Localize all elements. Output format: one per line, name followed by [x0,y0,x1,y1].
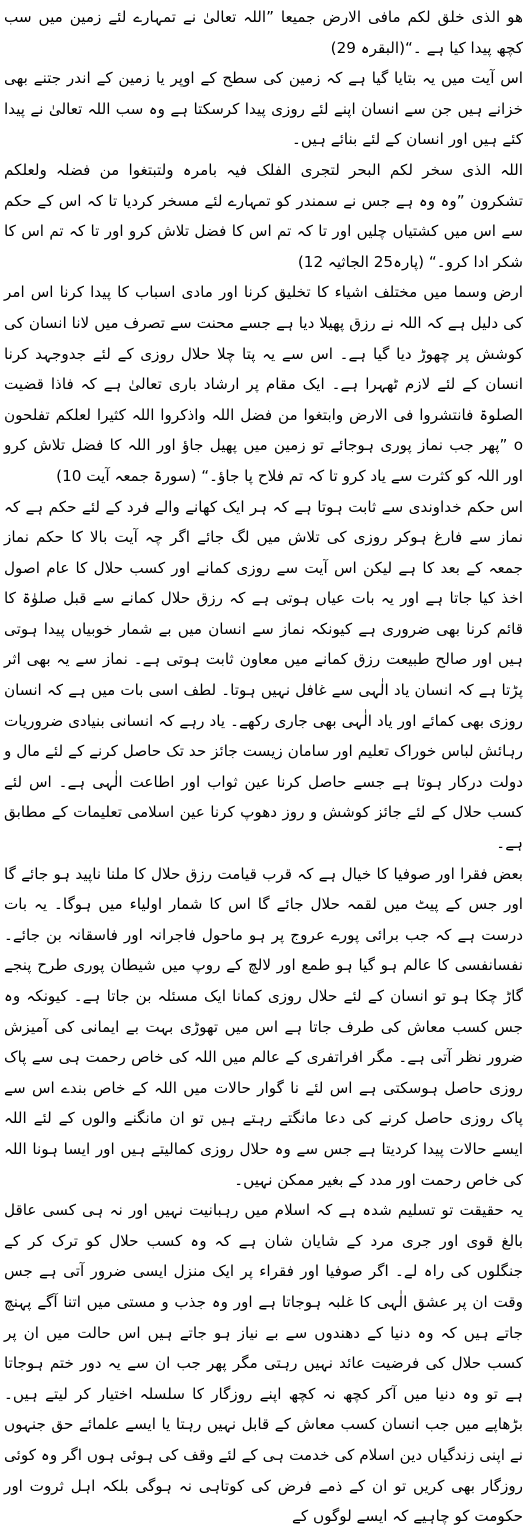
paragraph-no-monasticism: یہ حقیقت تو تسلیم شدہ ہے کہ اسلام میں رہبانیت نہیں اور نہ ہی کسی عاقل بالغ قوی اور جری مرد کے شایان شان ہے کہ وہ کسب حلال کو ترک کر کے جنگلوں کی راہ لے۔ اگر صوفیا اور فقراء پر ایک منزل ایسی ضرور آتی ہے جس وقت ان پر عشق الٰہی کا غلبہ ہوجاتا ہے اور وہ جذب و مستی میں اتنا آگے پہنچ جاتے ہیں کہ وہ دنیا کے دھندوں سے بے نیاز ہو جاتے ہیں اس حالت میں ان پر کسب حلال کی فرضیت عائد نہیں رہتی مگر پھر جب ان سے یہ دور ختم ہوجاتا ہے تو وہ دنیا میں آکر کچھ نہ کچھ اپنے روزگار کا سلسلہ اختیار کر لیتے ہیں۔ بڑھاپے میں جب انسان کسب معاش کے قابل نہیں رہتا یا ایسے علمائے حق جنہوں نے اپنی زندگیاں دین اسلام کی خدمت ہی کے لئے وقف کی ہوئی ہوں اگر وہ کوئی روزگار بھی کریں تو ان کے ذمے فرض کی کوتاہی نہ ہوگی بلکہ اہل ثروت اور حکومت کو چاہیے کہ ایسے لوگوں کے [4,1201,523,1526]
paragraph-prayer-and-livelihood: اس حکم خداوندی سے ثابت ہوتا ہے کہ ہر ایک کھانے والے فرد کے لئے حکم ہے کہ نماز سے فارغ ہوکر روزی کی تلاش میں لگ جائے اگر چہ آیت بالا کا حکم نماز جمعہ کے بعد کا ہے لیکن اس آیت سے روزی کمانے اور کسب حلال کا عام اصول اخذ کیا جاتا ہے اور یہ بات عیاں ہوتی ہے کہ رزق حلال کمانے سے قبل صلوٰۃ کا قائم کرنا بھی ضروری ہے کیونکہ نماز سے انسان میں بے شمار خوبیاں پیدا ہوتی ہیں اور صالح طبیعت رزق کمانے میں معاون ثابت ہوتی ہے۔ نماز سے یہ بھی اثر پڑتا ہے کہ انسان یاد الٰہی سے غافل نہیں ہوتا۔ لطف اسی بات میں ہے کہ انسان روزی بھی کمائے اور یاد الٰہی بھی جاری رکھے۔ یاد رہے کہ انسانی بنیادی ضروریات رہائش لباس خوراک تعلیم اور سامان زیست جائز حد تک حاصل کرنے کے لئے مال و دولت درکار ہوتا ہے جسے حاصل کرنا عین ثواب اور اطاعت الٰہی ہے۔ اس لئے کسب حلال کے لئے جائز کوشش و روز دھوپ کرنا عین اسلامی تعلیمات کے مطابق ہے۔ [4,497,523,853]
paragraph-earning-effort: ارض وسما میں مختلف اشیاء کا تخلیق کرنا اور مادی اسباب کا پیدا کرنا اس امر کی دلیل ہے کہ اللہ نے رزق پھیلا دیا ہے جسے محنت سے تصرف میں لانا انسان کی کوشش پر چھوڑ دیا گیا ہے۔ اس سے یہ پتا چلا حلال روزی کے لئے جدوجہد کرنا انسان کے لئے لازم ٹھہرا ہے۔ ایک مقام پر ارشاد باری تعالیٰ ہے کہ فاذا قضیت الصلوۃ فانتشروا فی الارض وابتغوا من فضل اللہ واذکروا اللہ کثیرا لعلکم تفلحون o ”پھر جب نماز پوری ہوجائے تو زمین میں پھیل جاؤ اور اللہ کا فضل تلاش کرو اور اللہ کو کثرت سے یاد کرو تا کہ تم فلاح پا جاؤ۔“ (سورۃ جمعہ آیت 10) [4,283,523,485]
paragraph-sufi-view: بعض فقرا اور صوفیا کا خیال ہے کہ قرب قیامت رزق حلال کا ملنا ناپید ہو جائے گا اور جس کے پیٹ میں لقمہ حلال جائے گا اس کا شمار اولیاء میں ہوگا۔ یہ بات درست ہے کہ جب برائی پورے عروج پر ہو ماحول فاجرانہ اور فاسقانہ بن جائے۔ نفسانفسی کا عالم ہو گیا ہو طمع اور لالچ کے روپ میں شیطان پوری طرح پنجے گاڑ چکا ہو تو انسان کے لئے حلال روزی کمانا ایک مسئلہ بن جاتا ہے۔ کیونکہ وہ جس کسب معاش کی طرف جاتا ہے اس میں تھوڑی بہت بے ایمانی کی آمیزش ضرور نظر آتی ہے۔ مگر افراتفری کے عالم میں اللہ کی خاص رحمت ہی سے پاک روزی حاصل ہوسکتی ہے اس لئے نا گوار حالات میں اللہ کے خاص بندے اس سے پاک روزی حاصل کرنے کی دعا مانگتے رہتے ہیں تو ان مانگنے والوں کے لئے اللہ ایسے حالات پیدا کردیتا ہے جس سے وہ حلال روزی کمالیتے ہیں اور ایسا ہونا اللہ کی خاص رحمت اور مدد کے بغیر ممکن نہیں۔ [4,864,523,1189]
paragraph-verse-baqarah: ھو الذی خلق لکم مافی الارض جمیعا ”اللہ تعالیٰ نے تمہارے لئے زمین میں سب کچھ پیدا کیا ہے ۔“(البقرہ 29) [4,8,523,57]
paragraph-verse-jathiya: اللہ الذی سخر لکم البحر لتجری الفلک فیہ بامرہ ولتبتغوا من فضلہ ولعلکم تشکرون ”وہ وہ ہے جس نے سمندر کو تمہارے لئے مسخر کردیا تا کہ اس کے حکم سے اس میں کشتیاں چلیں اور تا کہ تم اس کا فضل تلاش کرو اور تا کہ تم اس کا شکر ادا کرو۔“ (پارہ25 الجاثیہ 12) [4,160,523,271]
paragraph-verse-explanation: اس آیت میں یہ بتایا گیا ہے کہ زمین کی سطح کے اوپر یا زمین کے اندر جتنے بھی خزانے ہیں جن سے انسان اپنے لئے روزی پیدا کرسکتا ہے وہ سب اللہ تعالیٰ نے پیدا کئے ہیں اور انسان کے لئے بنائے ہیں۔ [4,69,523,149]
